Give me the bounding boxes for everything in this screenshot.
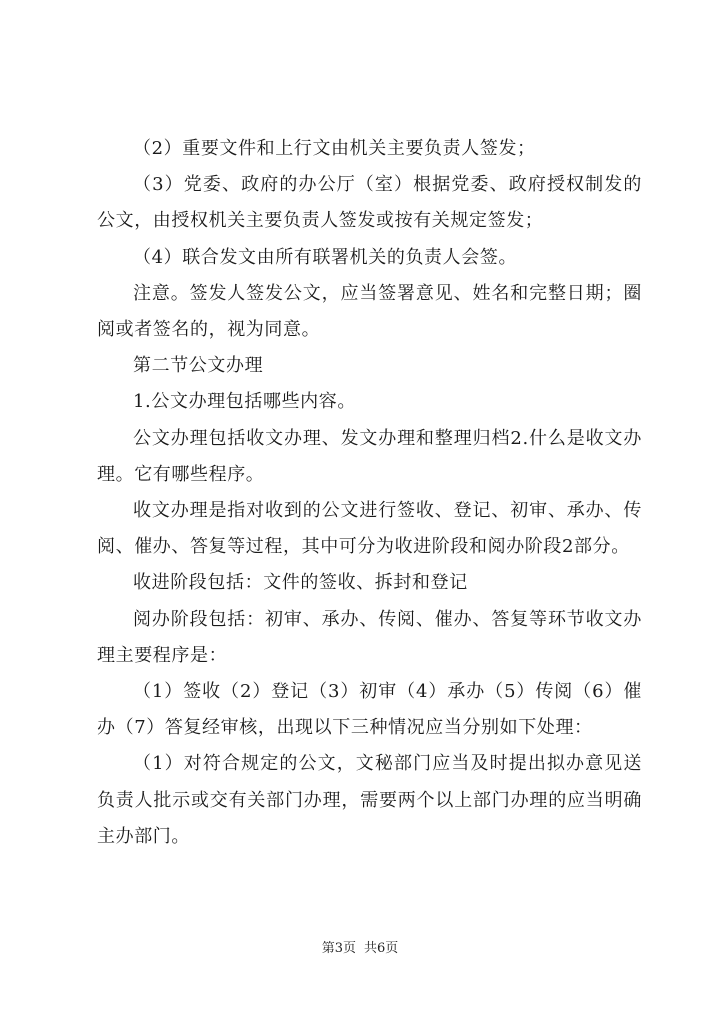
paragraph-2: （3）党委、政府的办公厅（室）根据党委、政府授权制发的公文，由授权机关主要负责人签发或按有关规定签发；	[97, 174, 642, 232]
paragraph-12: （1）对符合规定的公文，文秘部门应当及时提出拟办意见送负责人批示或交有关部门办理，需要两个以上部门办理的应当明确主办部门。	[97, 753, 642, 847]
paragraph-3: （4）联合发文由所有联署机关的负责人会签。	[133, 246, 518, 268]
paragraph-1: （2）重要文件和上行文由机关主要负责人签发；	[133, 138, 536, 159]
paragraph-9: 收进阶段包括：文件的签收、拆封和登记	[133, 572, 468, 594]
paragraph-11: （1）签收（2）登记（3）初审（4）承办（5）传阅（6）催办（7）答复经审核，出现以下三种情况应当分别如下处理：	[97, 681, 642, 739]
page-total: 共6页	[364, 941, 399, 956]
page-footer	[0, 937, 720, 956]
paragraph-10: 阅办阶段包括：初审、承办、传阅、催办、答复等环节收文办理主要程序是：	[97, 608, 642, 666]
paragraph-8: 收文办理是指对收到的公文进行签收、登记、初审、承办、传阅、催办、答复等过程，其中可分为收进阶段和阅办阶段2部分。	[97, 500, 642, 558]
document-body	[97, 131, 642, 855]
section-heading: 第二节公文办理	[133, 355, 264, 377]
paragraph-4: 注意。签发人签发公文，应当签署意见、姓名和完整日期；圈阅或者签名的，视为同意。	[97, 282, 642, 341]
paragraph-7: 公文办理包括收文办理、发文办理和整理归档2.什么是收文办理。它有哪些程序。	[97, 427, 642, 485]
page-number: 第3页	[321, 941, 356, 956]
paragraph-6: 1.公文办理包括哪些内容。	[133, 391, 356, 413]
